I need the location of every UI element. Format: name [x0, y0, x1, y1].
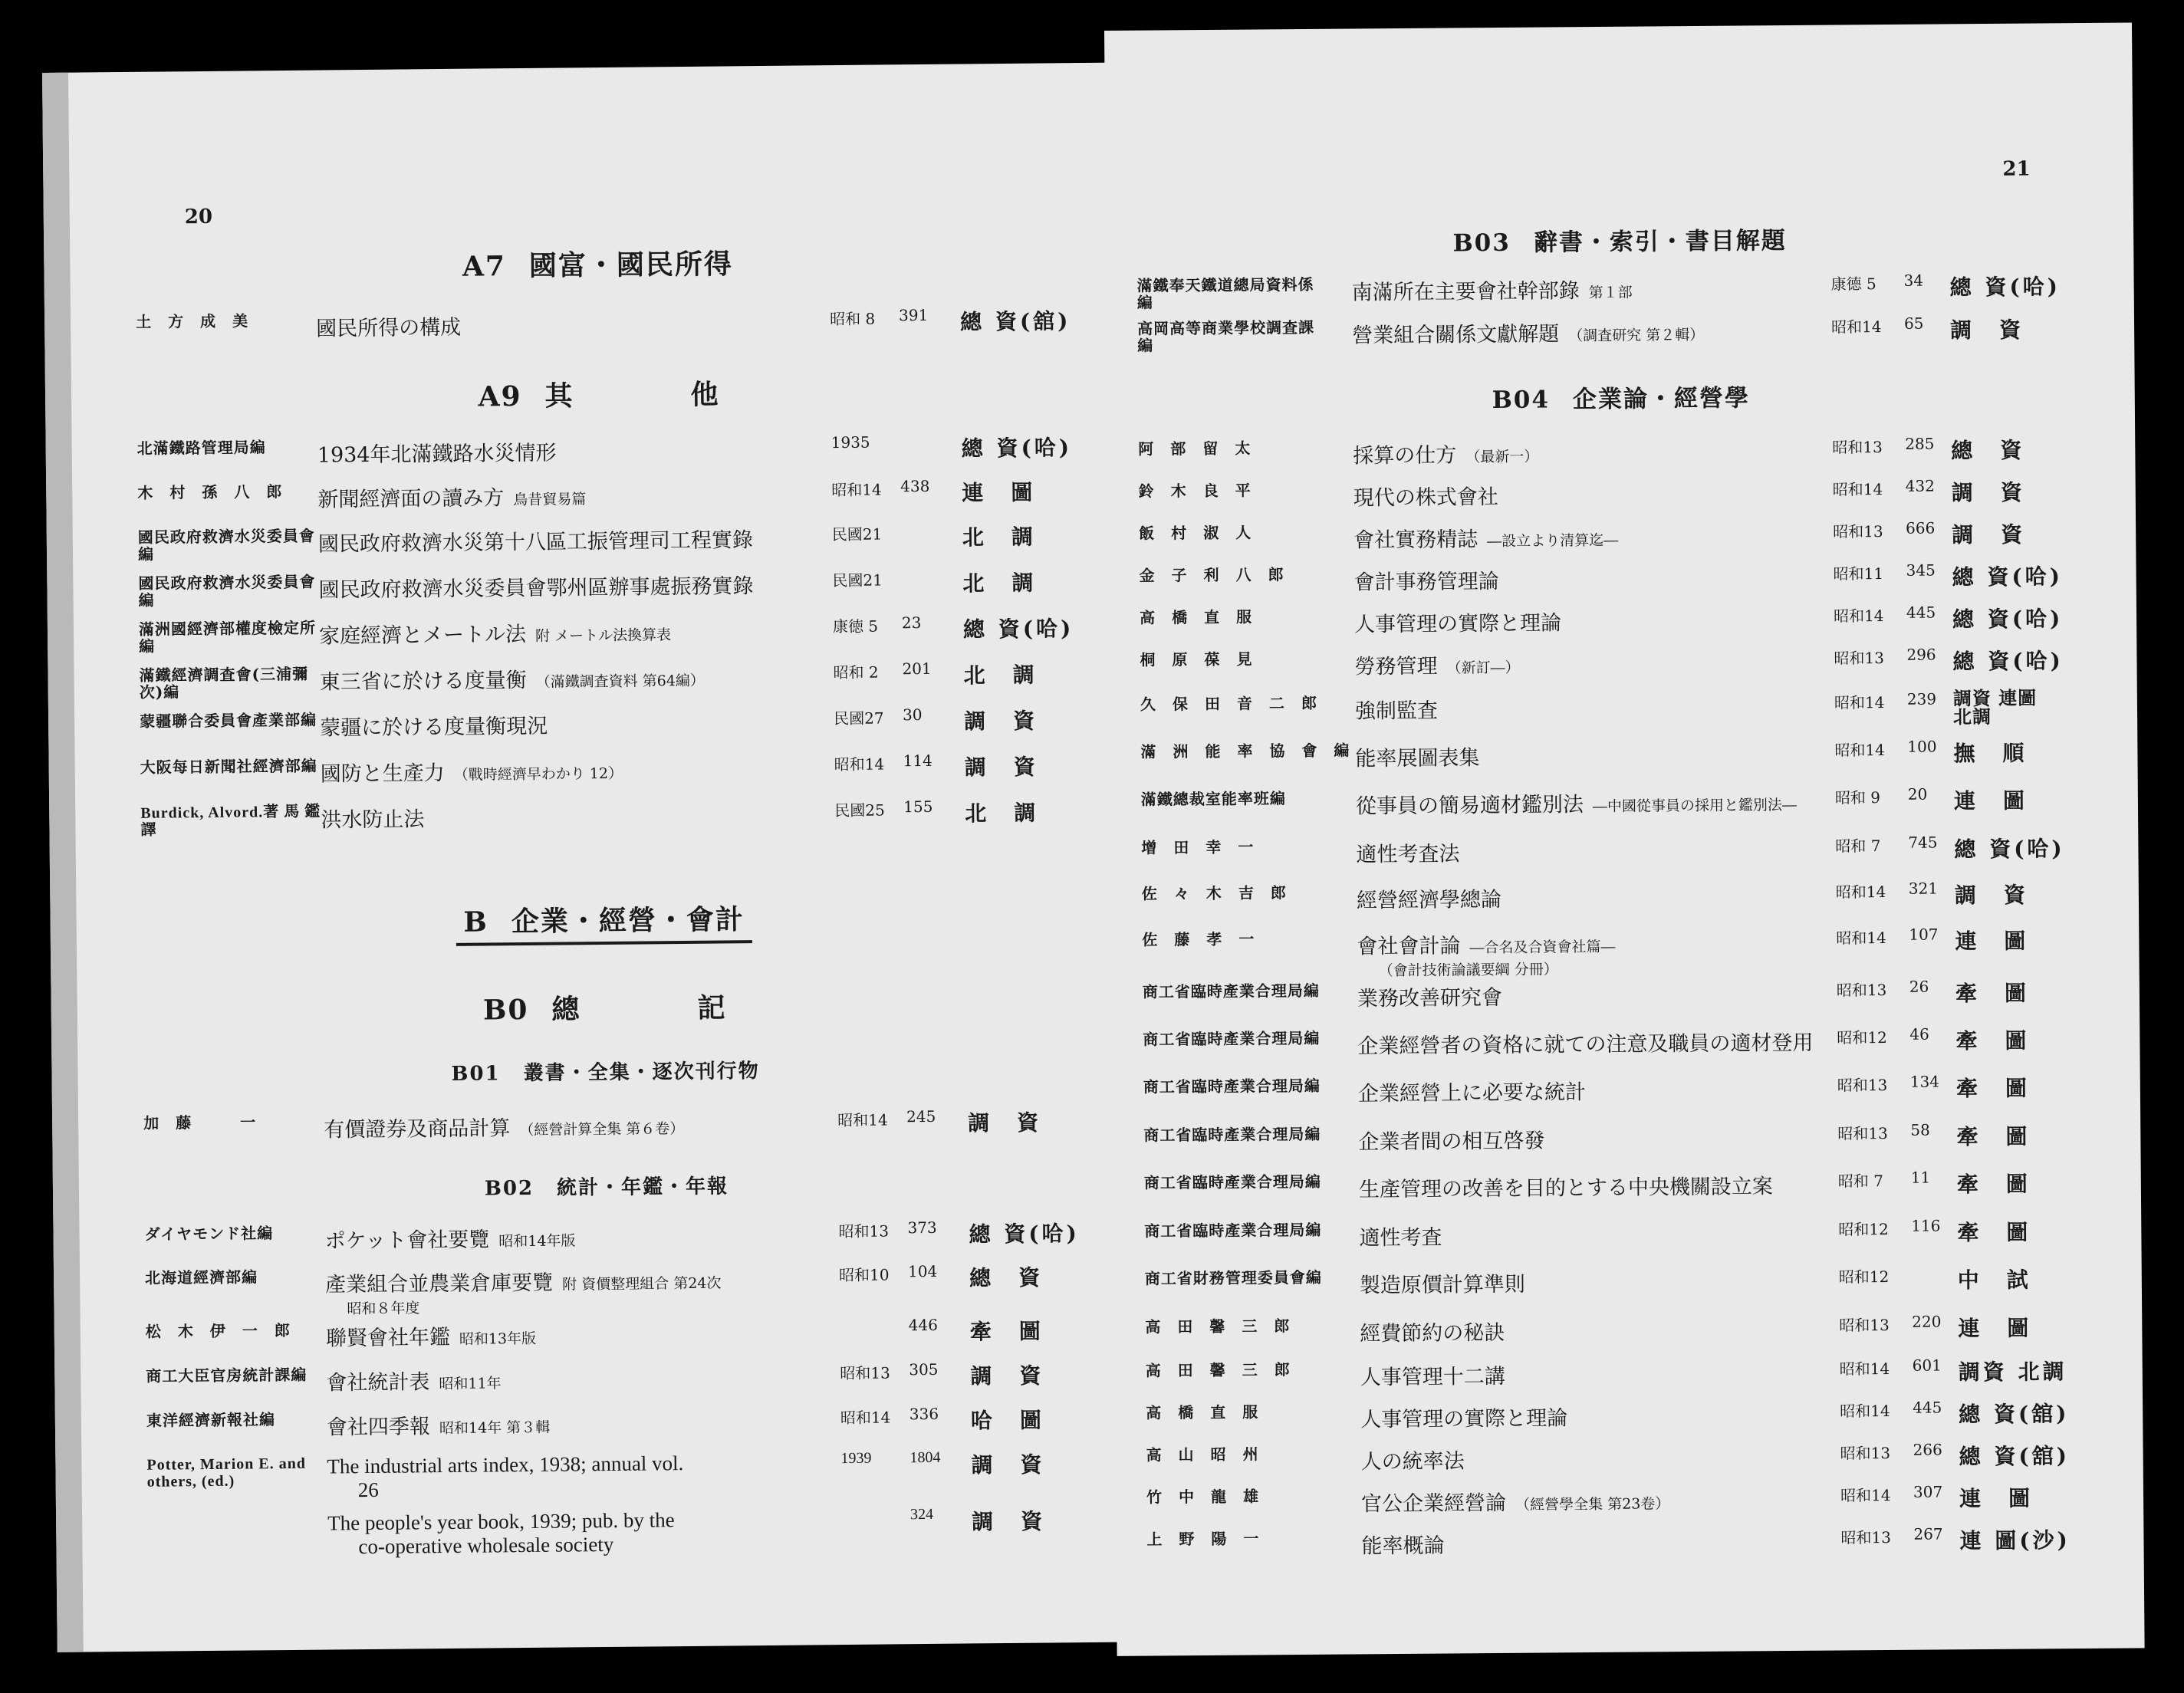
list-item: 高 田 馨 三 郎 人事管理十二講 昭和14 601 調資 北調 — [1145, 1356, 2067, 1390]
list-item: 商工省臨時產業合理局編 企業經營者の資格に就ての注意及職員の適材登用 昭和12 46 牽 圖 — [1143, 1024, 2030, 1059]
subsection-heading: B03 辭書・索引・書目解題 — [1452, 227, 1787, 258]
list-item: The people's year book, 1939; pub. by the co-operative wholesale society 324 調 資 — [327, 1505, 1046, 1559]
list-item: 滿鐵奉天鐵道總局資料係編 南滿所在主要會社幹部錄 第１部 康德 5 34 總 資(哈) — [1136, 271, 2061, 312]
chapter-heading: B 企業・經營・會計 — [76, 894, 1131, 943]
list-item: 竹 中 龍 雄 官公企業經營論 （經營學全集 第23卷） 昭和14 307 連 圖 — [1146, 1482, 2034, 1517]
list-item: 蒙疆聯合委員會產業部編 蒙疆に於ける度量衡現況 民國27 30 調 資 — [140, 705, 1038, 741]
list-item: 加 藤 一 有價證券及商品計算 （經營計算全集 第６卷） 昭和14 245 調 資 — [143, 1106, 1042, 1142]
list-item: 高岡高等商業學校調査課編 營業組合關係文獻解題 （調査研究 第２輯） 昭和14 65 調 資 — [1136, 314, 2024, 355]
list-item: 鈴 木 良 平 現代の株式會社 昭和14 432 調 資 — [1138, 476, 2025, 511]
subsection-heading: B01 叢書・全集・逐次刊行物 — [451, 1060, 760, 1086]
list-item: 北海道經濟部編 產業組合並農業倉庫要覽 附 資價整理組合 第24次 昭和８年度 昭和10 104 總 資 — [144, 1261, 1044, 1318]
list-item: 高 田 馨 三 郎 經費節約の秘訣 昭和13 220 連 圖 — [1145, 1312, 2032, 1346]
list-item: 久 保 田 音 二 郎 強制監査 昭和14 239 調資 連圖 北調 — [1140, 686, 2038, 728]
list-item: 商工省臨時產業合理局編 企業經營上に必要な統計 昭和13 134 牽 圖 — [1143, 1072, 2031, 1106]
page-number: 20 — [184, 205, 213, 229]
list-item: 高 山 昭 州 人の統率法 昭和13 266 總 資(舘) — [1146, 1440, 2071, 1474]
list-item: 大阪每日新聞社經濟部編 國防と生產力 （戰時經濟早わかり 12） 昭和14 114 調 資 — [140, 751, 1038, 787]
list-item: 佐 々 木 吉 郎 經營經濟學總論 昭和14 321 調 資 — [1141, 879, 2029, 913]
list-item: 商工省臨時產業合理局編 企業者間の相互啓發 昭和13 58 牽 圖 — [1143, 1120, 2031, 1155]
subsection-heading: B04 企業論・經營學 — [1492, 384, 1751, 415]
page-number: 21 — [2002, 157, 2031, 181]
subsection-heading: B02 統計・年鑑・年報 — [484, 1175, 729, 1201]
list-item: 上 野 陽 一 能率概論 昭和13 267 連 圖(沙) — [1146, 1524, 2071, 1559]
list-item: 飯 村 淑 人 會社實務精誌 ―設立より清算迄― 昭和13 666 調 資 — [1139, 518, 2026, 553]
right-page — [1104, 22, 2145, 1655]
list-item: ダイヤモンド社編 ポケット會社要覽 昭和14年版 昭和13 373 總 資(哈) — [144, 1218, 1080, 1254]
list-item: 增 田 幸 一 適性考査法 昭和 7 745 總 資(哈) — [1141, 833, 2065, 867]
list-item: 國民政府救濟水災委員會編 國民政府救濟水災第十八區工振管理司工程實錄 民國21 北 調 — [137, 524, 1037, 564]
list-item: 商工省臨時產業合理局編 適性考査 昭和12 116 牽 圖 — [1144, 1216, 2031, 1251]
list-item: 金 子 利 八 郎 會計事務管理論 昭和11 345 總 資(哈) — [1139, 560, 2064, 595]
list-item: 滿洲國經濟部權度檢定所編 家庭經濟とメートル法 附 メートル法換算表 康徳 5 23 總 資(哈) — [138, 613, 1074, 656]
section-heading: A9 其 他 — [478, 378, 720, 413]
list-item: 高 橋 直 服 人事管理の實際と理論 昭和14 445 總 資(舘) — [1146, 1398, 2070, 1432]
list-item: 商工大臣官房統計課編 會社統計表 昭和11年 昭和13 305 調 資 — [146, 1359, 1044, 1395]
list-item: 商工省臨時產業合理局編 生產管理の改善を目的とする中央機關設立案 昭和 7 11 牽 圖 — [1143, 1168, 2031, 1202]
left-page — [42, 62, 1139, 1652]
list-item: 滿鐵經濟調査會(三浦彌次)編 東三省に於ける度量衡 （滿鐵調査資料 第64編） 昭和 2 201 北 調 — [139, 659, 1038, 702]
list-item: 滿鐵總裁室能率班編 從事員の簡易適材鑑別法 ―中國從事員の採用と鑑別法― 昭和 9 20 連 圖 — [1140, 784, 2028, 819]
list-item: Burdick, Alvord.著 馬 鑑譯 洪水防止法 民國25 155 北 調 — [140, 797, 1039, 839]
list-item: 佐 藤 孝 一 會社會計論 ―合名及合資會社篇― （會計技術論議要綱 分冊） 昭和14 107 連 圖 — [1142, 925, 2029, 980]
list-item: 土 方 成 美 國民所得の構成 昭和 8 391 總 資(舘) — [136, 305, 1071, 341]
section-heading: A7 國富・國民所得 — [462, 248, 734, 283]
list-item: 桐 原 葆 見 勞務管理 （新訂―） 昭和13 296 總 資(哈) — [1140, 645, 2064, 679]
list-item: 東洋經濟新報社編 會社四季報 昭和14年 第３輯 昭和14 336 哈 圖 — [146, 1404, 1045, 1440]
list-item: 商工省臨時產業合理局編 業務改善研究會 昭和13 26 牽 圖 — [1142, 977, 2030, 1011]
list-item: 阿 部 留 太 採算の仕方 （最新一） 昭和13 285 總 資 — [1138, 434, 2025, 468]
list-item: 松 木 伊 一 郎 聯賢會社年鑑 昭和13年版 446 牽 圖 — [145, 1315, 1044, 1351]
list-item: 木 村 孫 八 郎 新聞經濟面の讀み方 鳥昔貿易篇 昭和14 438 連 圖 — [137, 476, 1036, 512]
list-item: 國民政府救濟水災委員會編 國民政府救濟水災委員會鄂州區辦事處振務實錄 民國21 北 調 — [138, 570, 1037, 610]
list-item: 滿 洲 能 率 協 會 編 能率展圖表集 昭和14 100 撫 順 — [1140, 737, 2028, 771]
list-item: 商工省財務管理委員會編 製造原價計算準則 昭和12 中 試 — [1144, 1267, 2031, 1298]
list-item: 北滿鐵路管理局編 1934年北滿鐵路水災情形 1935 總 資(哈) — [136, 432, 1073, 468]
list-item: 高 橋 直 服 人事管理の實際と理論 昭和14 445 總 資(哈) — [1139, 603, 2064, 637]
section-heading: B0 總 記 — [482, 991, 727, 1027]
list-item: Potter, Marion E. and others, (ed.) The industrial arts index, 1938; annual vol. 26 1939 1804 調 資 — [146, 1448, 1045, 1502]
